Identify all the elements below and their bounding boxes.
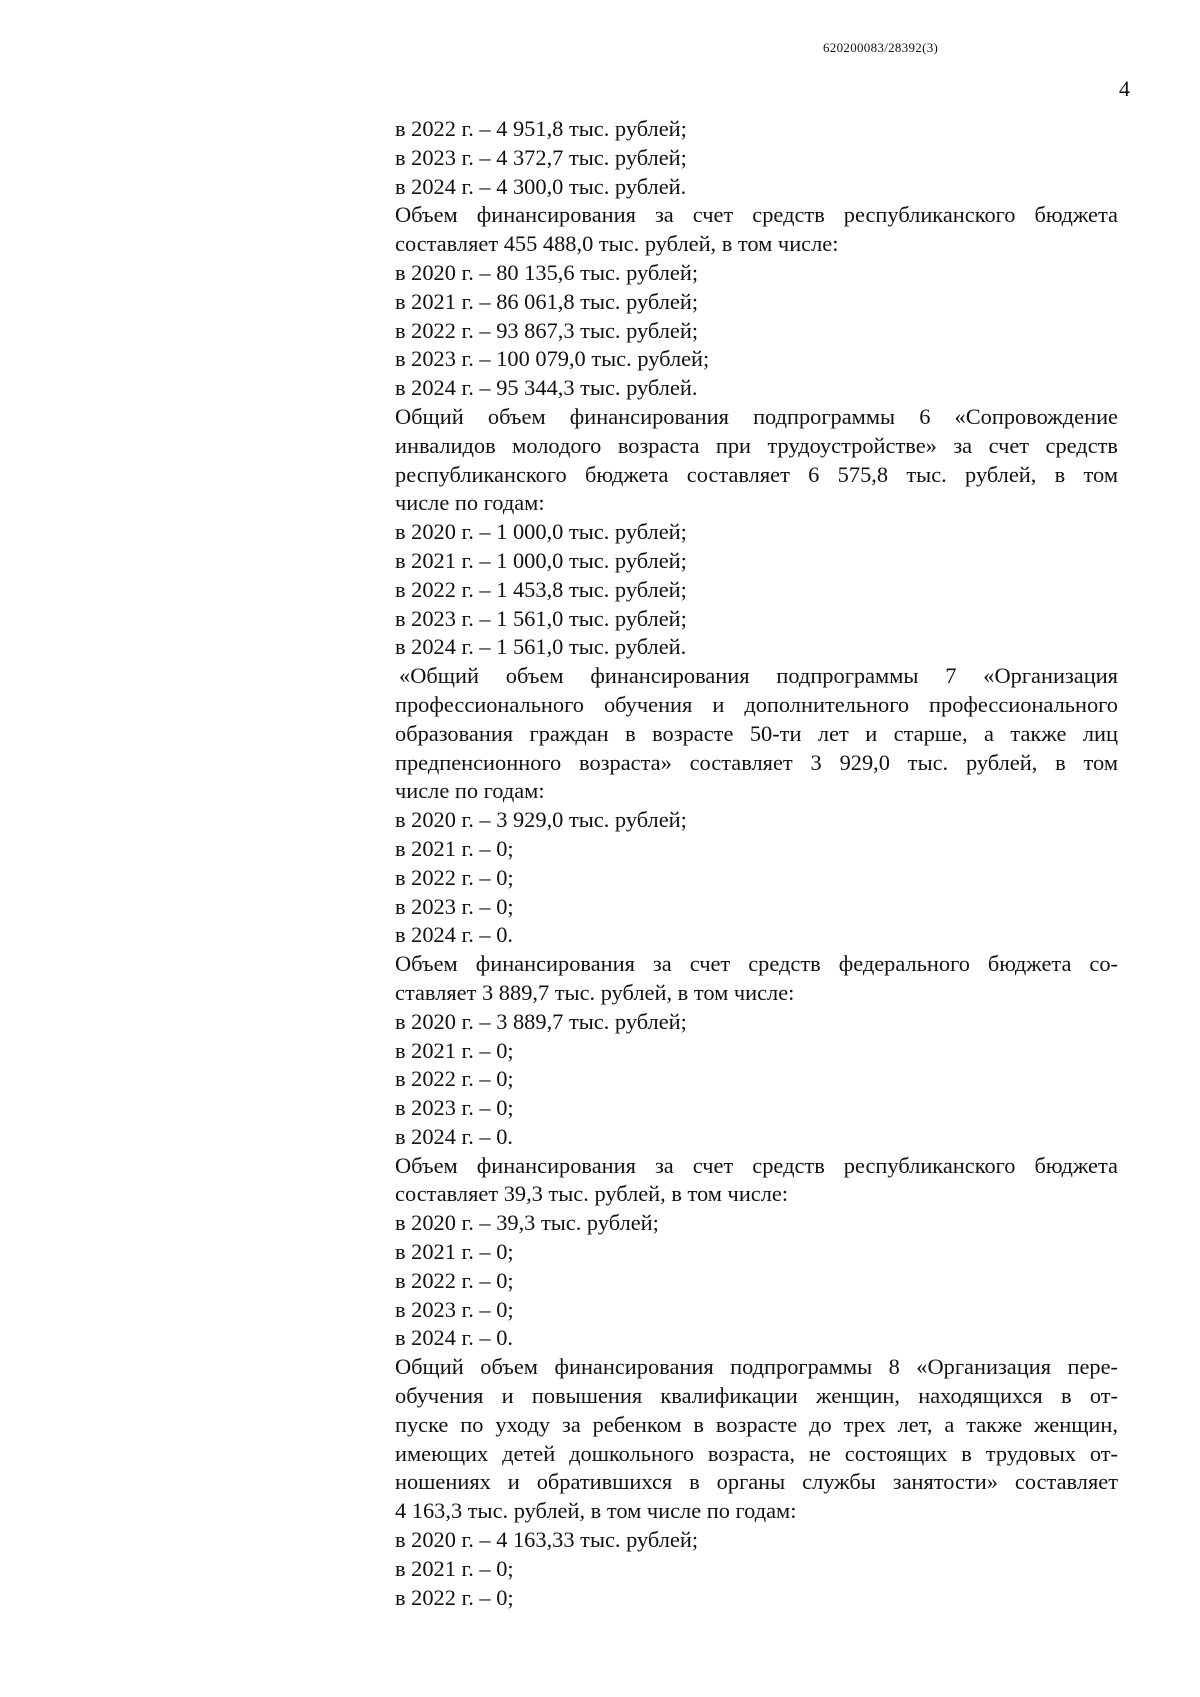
text-line: в 2022 г. – 0; xyxy=(395,1267,514,1293)
text-line: в 2020 г. – 80 135,6 тыс. рублей; xyxy=(395,259,699,285)
text-line: профессионального обучения и дополнительного профессионального xyxy=(395,691,1118,717)
text-line: инвалидов молодого возраста при трудоустройстве» за счет средств xyxy=(395,432,1118,458)
text-line: в 2024 г. – 0. xyxy=(395,1325,513,1351)
text-line: в 2022 г. – 93 867,3 тыс. рублей; xyxy=(395,317,699,343)
text-line: в 2024 г. – 0. xyxy=(395,922,513,948)
text-line: ставляет 3 889,7 тыс. рублей, в том числе: xyxy=(395,979,795,1005)
text-line: ношениях и обратившихся в органы службы занятости» составляет xyxy=(395,1469,1118,1495)
text-line: в 2020 г. – 3 889,7 тыс. рублей; xyxy=(395,1008,687,1034)
text-line: в 2024 г. – 95 344,3 тыс. рублей. xyxy=(395,375,698,401)
text-line: в 2020 г. – 1 000,0 тыс. рублей; xyxy=(395,519,687,545)
text-line: в 2020 г. – 39,3 тыс. рублей; xyxy=(395,1210,659,1236)
text-line: в 2021 г. – 0; xyxy=(395,835,514,861)
text-line: в 2024 г. – 0. xyxy=(395,1123,513,1149)
text-line: числе по годам: xyxy=(395,778,545,804)
text-line: в 2021 г. – 86 061,8 тыс. рублей; xyxy=(395,288,699,314)
text-line: в 2023 г. – 0; xyxy=(395,893,514,919)
document-id: 620200083/28392(3) xyxy=(823,40,939,55)
text-line: в 2022 г. – 4 951,8 тыс. рублей; xyxy=(395,116,687,141)
text-line: Объем финансирования за счет средств республиканского бюджета xyxy=(395,202,1118,228)
text-line: Общий объем финансирования подпрограммы 8 «Организация пере- xyxy=(395,1354,1118,1380)
text-line: в 2021 г. – 1 000,0 тыс. рублей; xyxy=(395,547,687,573)
text-line: Общий объем финансирования подпрограммы 6 «Сопровождение xyxy=(395,403,1118,429)
text-line: в 2023 г. – 100 079,0 тыс. рублей; xyxy=(395,346,710,372)
text-line: составляет 39,3 тыс. рублей, в том числе: xyxy=(395,1181,789,1207)
text-line: Объем финансирования за счет средств республиканского бюджета xyxy=(395,1152,1118,1178)
text-line: в 2022 г. – 0; xyxy=(395,864,514,890)
text-line: пуске по уходу за ребенком в возрасте до трех лет, а также женщин, xyxy=(395,1411,1118,1437)
text-line: в 2023 г. – 0; xyxy=(395,1296,514,1322)
text-line: «Общий объем финансирования подпрограммы 7 «Организация xyxy=(399,663,1118,689)
text-line: в 2023 г. – 4 372,7 тыс. рублей; xyxy=(395,144,687,170)
text-line: в 2023 г. – 0; xyxy=(395,1095,514,1121)
text-line: 4 163,3 тыс. рублей, в том числе по годам: xyxy=(395,1498,797,1524)
text-line: в 2020 г. – 3 929,0 тыс. рублей; xyxy=(395,807,687,833)
text-line: предпенсионного возраста» составляет 3 929,0 тыс. рублей, в том xyxy=(395,749,1118,775)
text-line: в 2024 г. – 1 561,0 тыс. рублей. xyxy=(395,634,687,660)
text-line: в 2021 г. – 0; xyxy=(395,1239,514,1265)
text-line: образования граждан в возрасте 50-ти лет и старше, а также лиц xyxy=(395,720,1118,746)
text-line: числе по годам: xyxy=(395,490,545,516)
text-line: в 2021 г. – 0; xyxy=(395,1555,514,1581)
text-line: в 2022 г. – 1 453,8 тыс. рублей; xyxy=(395,576,687,602)
text-line: в 2021 г. – 0; xyxy=(395,1037,514,1063)
text-line: в 2022 г. – 0; xyxy=(395,1584,514,1610)
text-line: Объем финансирования за счет средств федерального бюджета со- xyxy=(395,951,1118,977)
text-line: в 2023 г. – 1 561,0 тыс. рублей; xyxy=(395,605,687,631)
text-line: имеющих детей дошкольного возраста, не состоящих в трудовых от- xyxy=(395,1440,1118,1466)
text-line: в 2022 г. – 0; xyxy=(395,1066,514,1092)
text-line: в 2024 г. – 4 300,0 тыс. рублей. xyxy=(395,173,687,199)
document-body xyxy=(395,115,1118,1612)
text-line: республиканского бюджета составляет 6 575,8 тыс. рублей, в том xyxy=(395,461,1118,487)
page-number: 4 xyxy=(1119,76,1130,101)
text-line: составляет 455 488,0 тыс. рублей, в том числе: xyxy=(395,231,839,257)
text-line: в 2020 г. – 4 163,33 тыс. рублей; xyxy=(395,1527,699,1553)
text-line: обучения и повышения квалификации женщин, находящихся в от- xyxy=(395,1383,1118,1409)
